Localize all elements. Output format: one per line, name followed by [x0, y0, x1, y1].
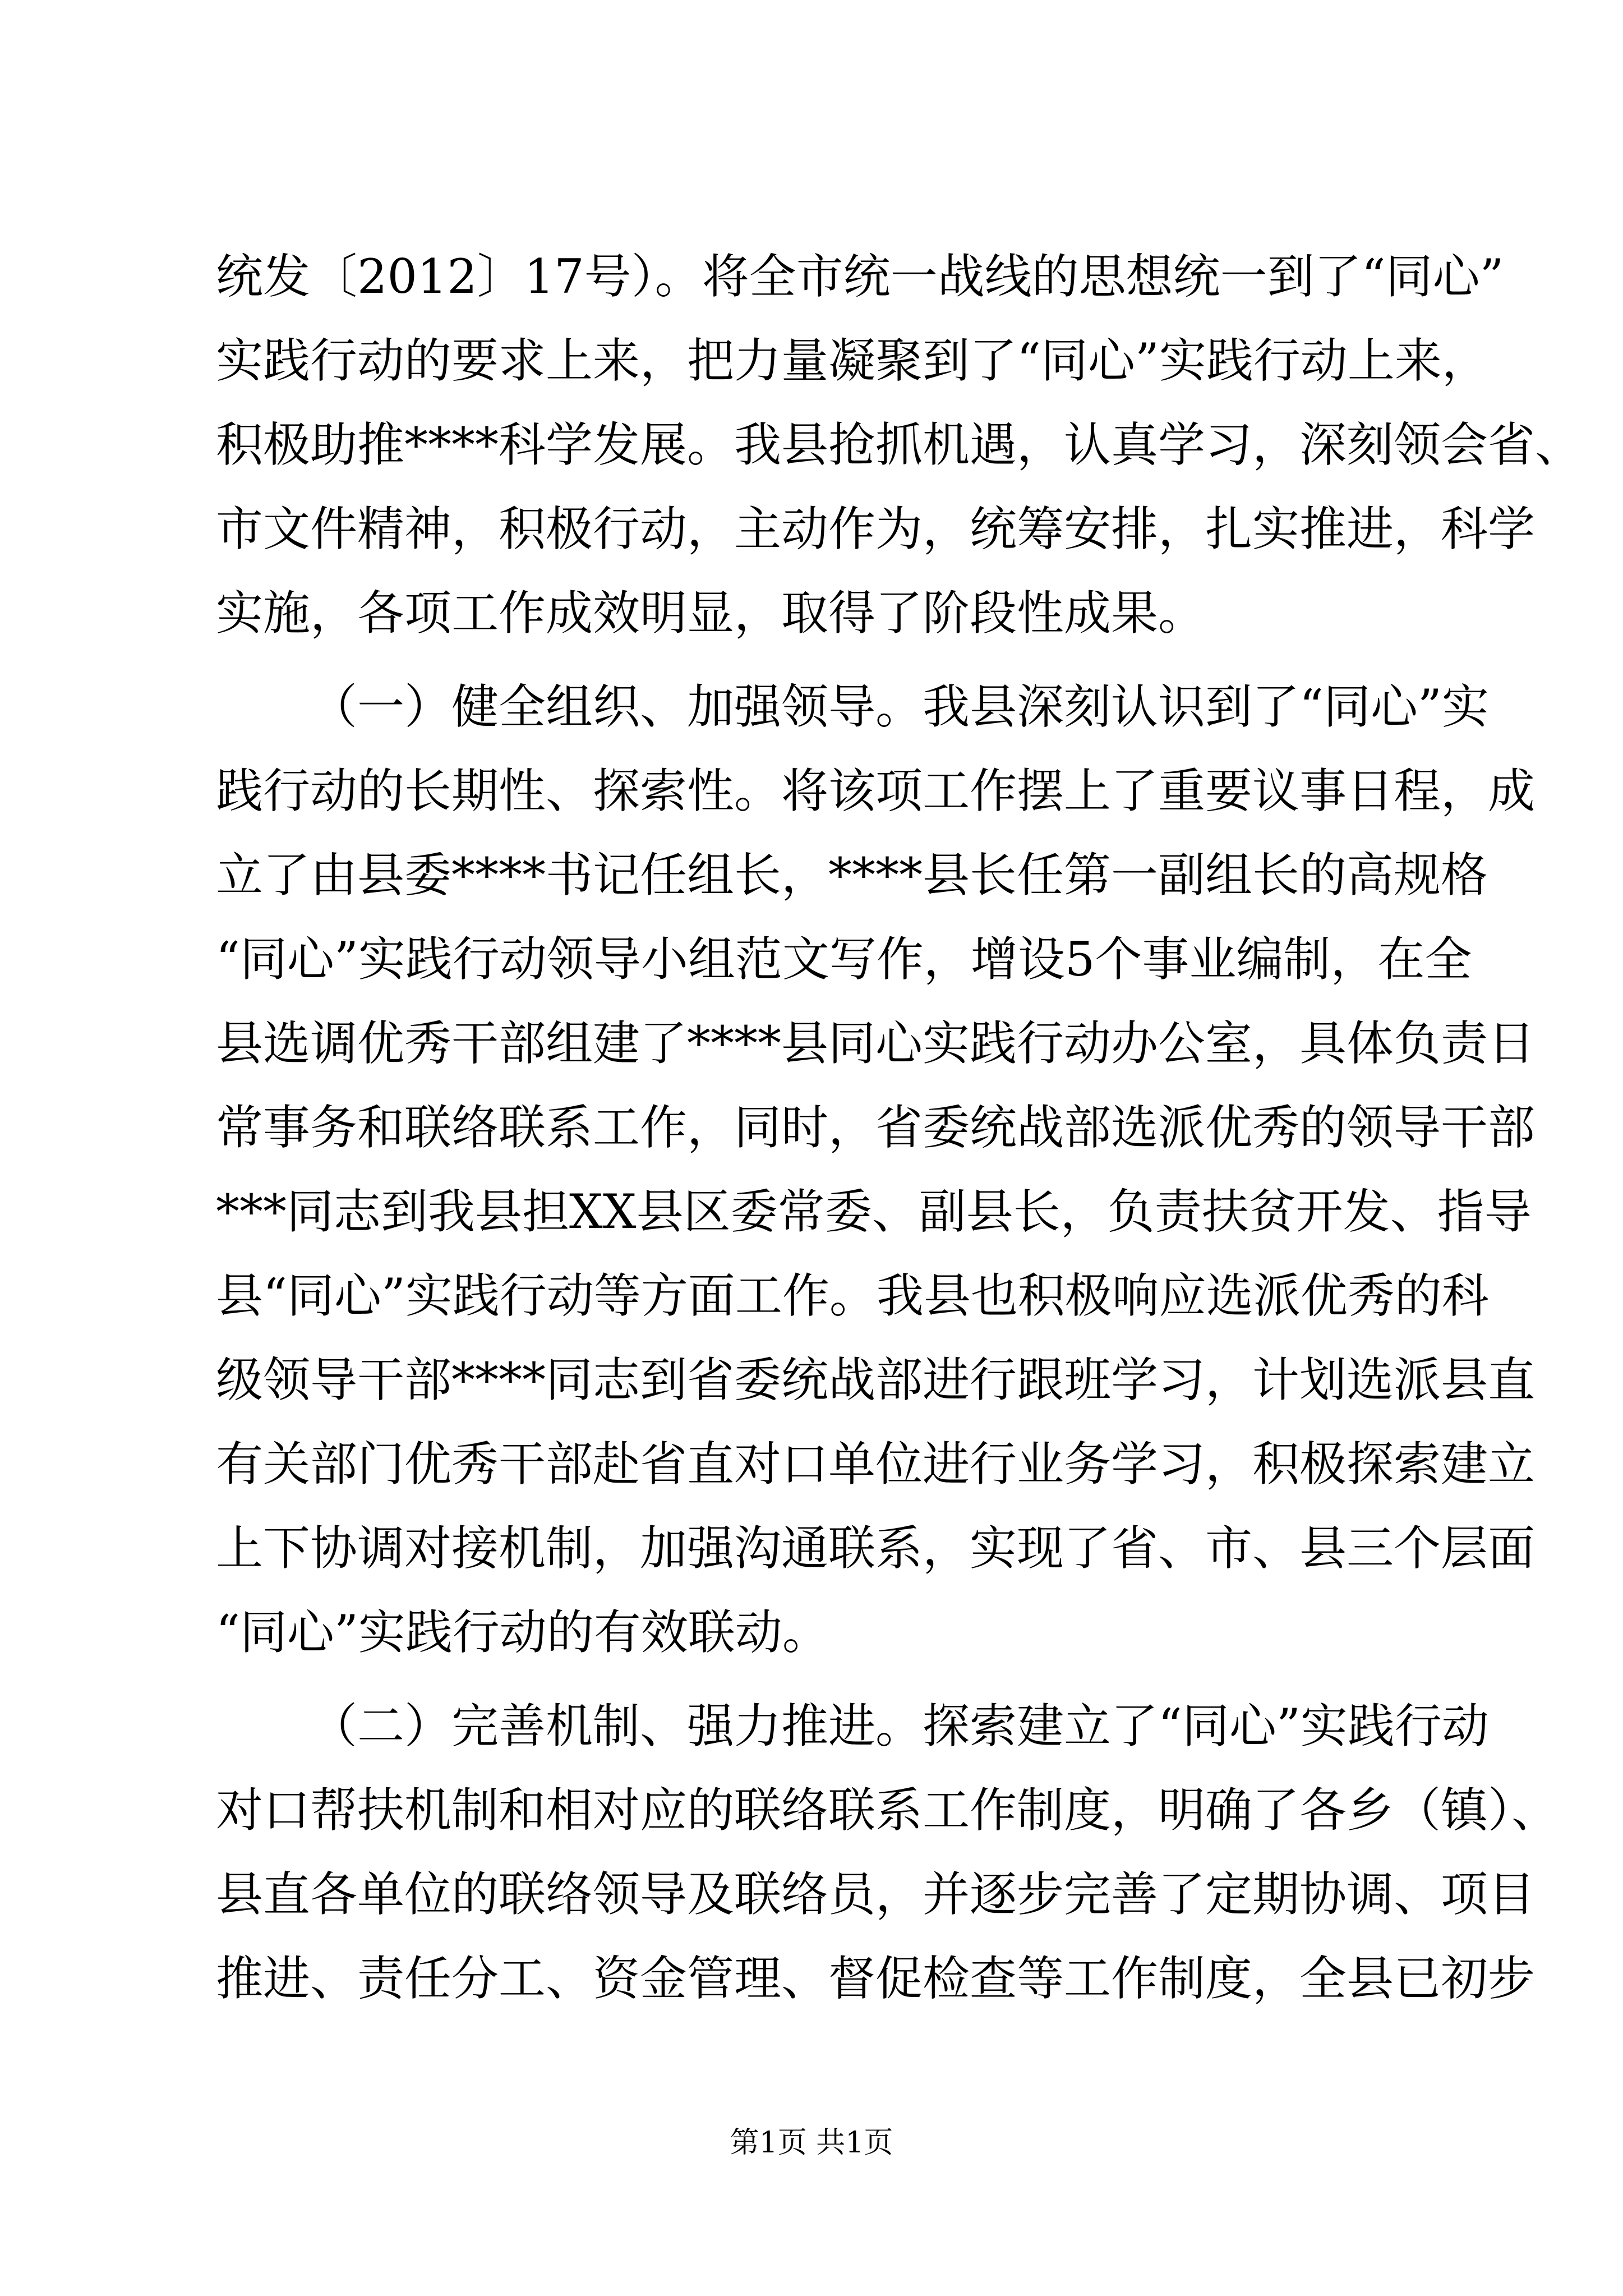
body-text-line: 实施，各项工作成效明显，取得了阶段性成果。	[216, 586, 1206, 641]
body-text-line: 市文件精神，积极行动，主动作为，统筹安排，扎实推进，科学	[216, 501, 1536, 556]
body-text-line: 县选调优秀干部组建了****县同心实践行动办公室，具体负责日	[216, 1016, 1536, 1071]
body-text-line: “同心”实践行动领导小组范文写作，增设5个事业编制，在全	[216, 932, 1472, 987]
body-text-line: 统发〔2012〕17号）。将全市统一战线的思想统一到了“同心”	[216, 249, 1504, 304]
body-text-line: 有关部门优秀干部赴省直对口单位进行业务学习，积极探索建立	[216, 1437, 1536, 1492]
body-text-line: 县“同心”实践行动等方面工作。我县也积极响应选派优秀的科	[216, 1268, 1489, 1323]
body-text-line: 对口帮扶机制和相对应的联络联系工作制度，明确了各乡（镇）、	[216, 1783, 1559, 1838]
body-text-line: 级领导干部****同志到省委统战部进行跟班学习，计划选派县直	[216, 1352, 1536, 1407]
page-footer: 第1页 共1页	[730, 2126, 893, 2160]
body-text-line: ***同志到我县担XX县区委常委、副县长，负责扶贫开发、指导	[216, 1184, 1532, 1239]
body-text-line: 践行动的长期性、探索性。将该项工作摆上了重要议事日程，成	[216, 763, 1536, 818]
section-one-heading-line: （一）健全组织、加强领导。我县深刻认识到了“同心”实	[310, 679, 1489, 734]
body-text-line: 常事务和联络联系工作，同时，省委统战部选派优秀的领导干部	[216, 1100, 1536, 1155]
body-text-line: 积极助推****科学发展。我县抢抓机遇，认真学习，深刻领会省、	[216, 417, 1583, 472]
body-text-line: 县直各单位的联络领导及联络员，并逐步完善了定期协调、项目	[216, 1867, 1536, 1922]
body-text-line: “同心”实践行动的有效联动。	[216, 1605, 829, 1660]
body-text-line: 上下协调对接机制，加强沟通联系，实现了省、市、县三个层面	[216, 1521, 1536, 1576]
section-two-heading-line: （二）完善机制、强力推进。探索建立了“同心”实践行动	[310, 1699, 1489, 1754]
body-text-line: 立了由县委****书记任组长，****县长任第一副组长的高规格	[216, 848, 1488, 903]
body-text-line: 推进、责任分工、资金管理、督促检查等工作制度，全县已初步	[216, 1951, 1536, 2006]
body-text-line: 实践行动的要求上来，把力量凝聚到了“同心”实践行动上来，	[216, 333, 1489, 388]
